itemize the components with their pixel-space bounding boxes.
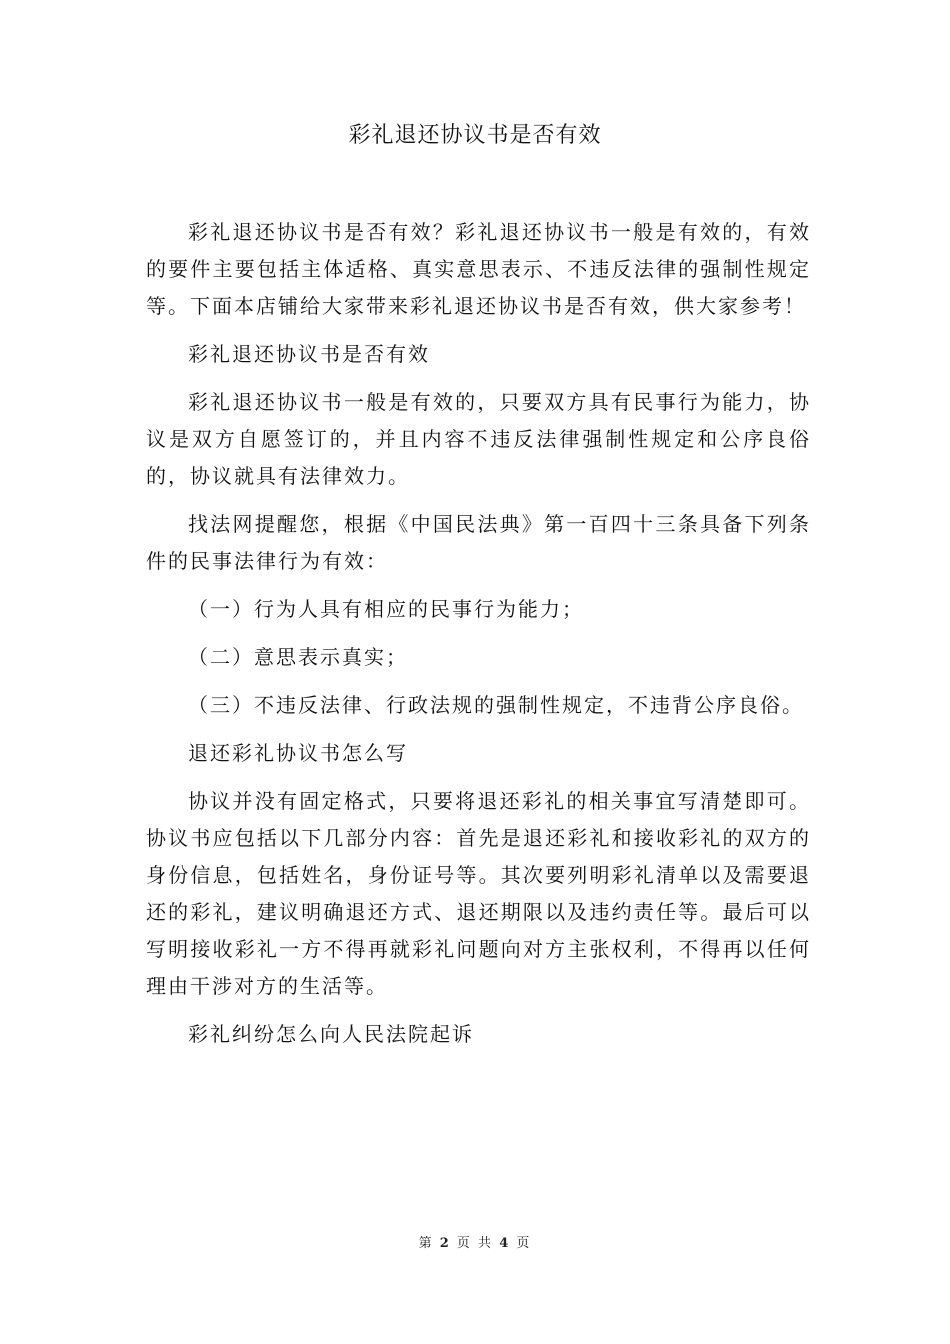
paragraph: 彩礼退还协议书是否有效？彩礼退还协议书一般是有效的，有效的要件主要包括主体适格、真实意思表示、不违反法律的强制性规定等。下面本店铺给大家带来彩礼退还协议书是否有效，供大家参考！ xyxy=(146,220,811,318)
paragraph: 找法网提醒您，根据《中国民法典》第一百四十三条具备下列条件的民事法律行为有效： xyxy=(146,512,811,573)
current-page-number: 2 xyxy=(439,1236,451,1251)
total-page-count: 4 xyxy=(499,1236,511,1251)
list-item: （三）不违反法律、行政法规的强制性规定，不违背公序良俗。 xyxy=(188,693,804,717)
paragraph: 彩礼退还协议书一般是有效的，只要双方具有民事行为能力，协议是双方自愿签订的，并且内容不违反法律强制性规定和公序良俗的，协议就具有法律效力。 xyxy=(146,390,811,488)
page-footer xyxy=(0,1232,950,1251)
paragraph: 协议并没有固定格式，只要将退还彩礼的相关事宜写清楚即可。协议书应包括以下几部分内容：首先是退还彩礼和接收彩礼的双方的身份信息，包括姓名，身份证号等。其次要列明彩礼清单以及需要退还的彩礼，建议明确退还方式、退还期限以及违约责任等。最后可以写明接收彩礼一方不得再就彩礼问题向对方主张权利，不得再以任何理由干涉对方的生活等。 xyxy=(146,789,811,998)
list-item: （二）意思表示真实； xyxy=(188,645,408,669)
list-item: （一）行为人具有相应的民事行为能力； xyxy=(188,597,584,621)
section-heading: 彩礼纠纷怎么向人民法院起诉 xyxy=(188,1022,474,1046)
section-heading: 退还彩礼协议书怎么写 xyxy=(188,741,408,765)
document-title: 彩礼退还协议书是否有效 xyxy=(348,123,602,148)
section-heading: 彩礼退还协议书是否有效 xyxy=(188,342,430,366)
footer-prefix: 第 xyxy=(418,1236,434,1251)
footer-middle: 页 共 xyxy=(456,1236,494,1251)
document-body xyxy=(146,214,811,1064)
footer-suffix: 页 xyxy=(516,1236,532,1251)
